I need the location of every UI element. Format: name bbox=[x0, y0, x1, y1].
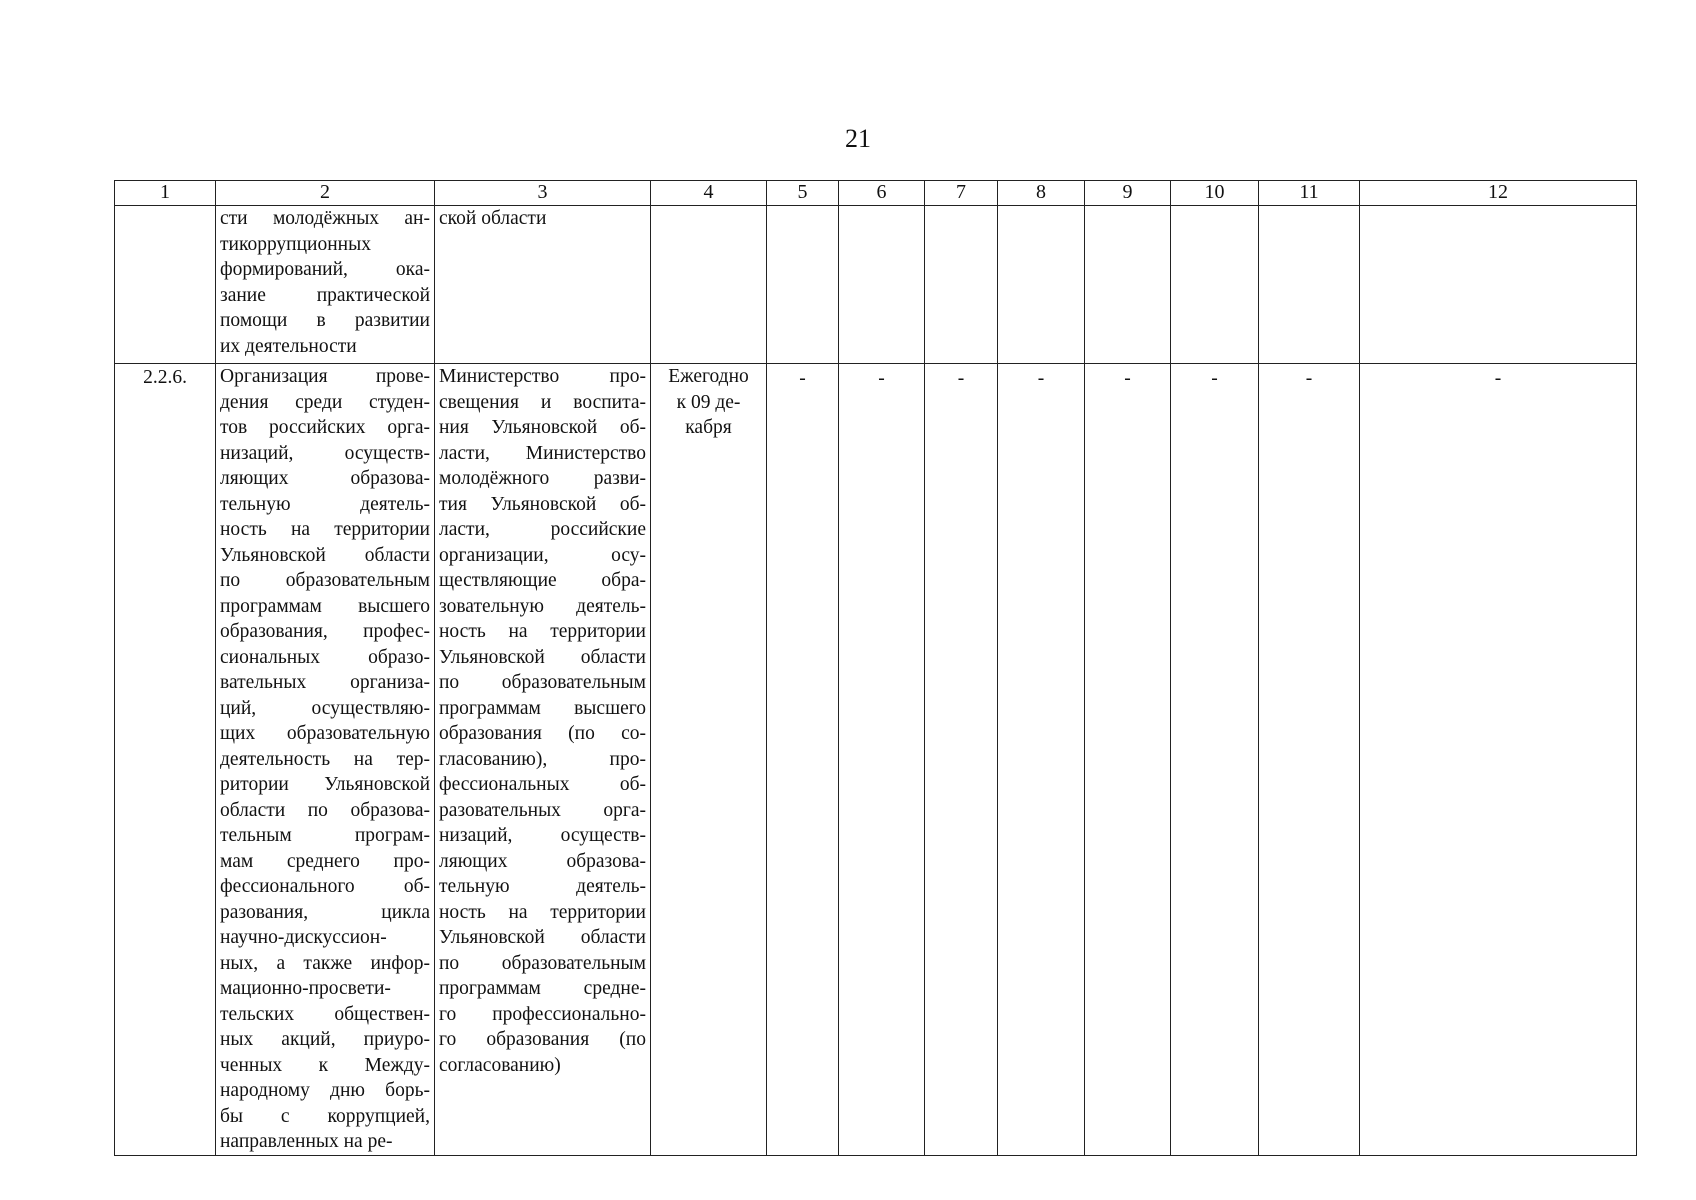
column-header: 2 bbox=[216, 181, 435, 206]
text-line: мам среднего про- bbox=[220, 850, 430, 872]
column-header: 7 bbox=[925, 181, 998, 206]
text-line: образования (по со- bbox=[439, 723, 646, 744]
text-line: фессиональных об- bbox=[439, 774, 646, 795]
column-header: 6 bbox=[839, 181, 925, 206]
column-header: 3 bbox=[435, 181, 651, 206]
text-line: сиональных образо- bbox=[220, 646, 430, 668]
column-header: 4 bbox=[651, 181, 767, 206]
text-line: разования, цикла bbox=[220, 901, 430, 923]
text-line: дения среди студен- bbox=[220, 391, 430, 413]
text-line: зание практической bbox=[220, 284, 430, 306]
text-line: сти молодёжных ан- bbox=[220, 208, 430, 229]
text-line: ляющих образова- bbox=[439, 850, 646, 872]
text-line: го образования (по bbox=[439, 1029, 646, 1050]
text-line: бы с коррупцией, bbox=[220, 1105, 430, 1127]
value-cell: - bbox=[1085, 364, 1171, 1156]
text-line: тия Ульяновской об- bbox=[439, 493, 646, 515]
text-line: низаций, осуществ- bbox=[220, 442, 430, 464]
text-line: ласти, Министерство bbox=[439, 442, 646, 464]
text-line: тельным програм- bbox=[220, 825, 430, 846]
text-line: свещения и воспита- bbox=[439, 391, 646, 413]
text-line: их деятельности bbox=[220, 335, 357, 357]
value-cell: - bbox=[767, 364, 839, 1156]
text-line: кабря bbox=[685, 417, 732, 438]
text-line: ской области bbox=[439, 208, 547, 229]
value-cell: - bbox=[998, 364, 1085, 1156]
text-line: Министерство про- bbox=[439, 366, 646, 387]
value-cell: - bbox=[1259, 364, 1360, 1156]
text-line: деятельность на тер- bbox=[220, 748, 430, 770]
text-line: ных, а также инфор- bbox=[220, 952, 430, 974]
text-line: области по образова- bbox=[220, 799, 430, 821]
text-line: тельную деятель- bbox=[220, 493, 430, 515]
column-header: 1 bbox=[115, 181, 216, 206]
column-number-row bbox=[115, 181, 1637, 206]
text-line: Организация прове- bbox=[220, 366, 430, 387]
text-line: тельских обществен- bbox=[220, 1003, 430, 1025]
text-line: фессионального об- bbox=[220, 876, 430, 897]
text-line: низаций, осуществ- bbox=[439, 825, 646, 846]
executor-cell bbox=[435, 364, 651, 1156]
text-line: щих образовательную bbox=[220, 723, 430, 744]
text-line: программам высшего bbox=[439, 697, 646, 719]
text-line: программам высшего bbox=[220, 595, 430, 617]
text-line: ществляющие обра- bbox=[439, 570, 646, 591]
text-line: Ульяновской области bbox=[220, 544, 430, 566]
text-line: формирований, ока- bbox=[220, 259, 430, 280]
text-line: согласованию) bbox=[439, 1054, 561, 1076]
column-header: 9 bbox=[1085, 181, 1171, 206]
value-cell: - bbox=[925, 364, 998, 1156]
deadline-cell bbox=[651, 364, 767, 1156]
text-line: направленных на ре- bbox=[220, 1131, 393, 1152]
text-line: ченных к Между- bbox=[220, 1054, 430, 1076]
executor-cell bbox=[435, 206, 651, 364]
text-line: гласованию), про- bbox=[439, 748, 646, 770]
measure-description-cell bbox=[216, 364, 435, 1156]
text-line: тов российских орга- bbox=[220, 417, 430, 438]
column-header: 11 bbox=[1259, 181, 1360, 206]
row-number: 2.2.6. bbox=[115, 364, 216, 1156]
text-line: Ульяновской области bbox=[439, 646, 646, 668]
text-line: ность на территории bbox=[220, 519, 430, 540]
value-cell: - bbox=[839, 364, 925, 1156]
text-line: мационно-просвети- bbox=[220, 978, 391, 999]
text-line: тикоррупционных bbox=[220, 233, 371, 255]
text-line: программам средне- bbox=[439, 978, 646, 999]
text-line: по образовательным bbox=[439, 672, 646, 693]
text-line: научно-дискуссион- bbox=[220, 927, 387, 948]
text-line: ность на территории bbox=[439, 621, 646, 642]
page-number: 21 bbox=[845, 124, 871, 153]
text-line: организации, осу- bbox=[439, 544, 646, 566]
text-line: ций, осуществляю- bbox=[220, 697, 430, 719]
measure-description-cell bbox=[216, 206, 435, 364]
column-header: 12 bbox=[1360, 181, 1637, 206]
text-line: молодёжного разви- bbox=[439, 468, 646, 489]
value-cell: - bbox=[1360, 364, 1637, 1156]
text-line: зовательную деятель- bbox=[439, 595, 646, 617]
column-header: 8 bbox=[998, 181, 1085, 206]
column-header: 10 bbox=[1171, 181, 1259, 206]
text-line: ритории Ульяновской bbox=[220, 774, 430, 795]
text-line: го профессионально- bbox=[439, 1003, 646, 1025]
text-line: вательных организа- bbox=[220, 672, 430, 693]
text-line: к 09 де- bbox=[676, 391, 741, 413]
text-line: тельную деятель- bbox=[439, 876, 646, 897]
text-line: Ежегодно bbox=[668, 366, 749, 387]
column-header: 5 bbox=[767, 181, 839, 206]
text-line: ных акций, приуро- bbox=[220, 1029, 430, 1050]
text-line: разовательных орга- bbox=[439, 799, 646, 821]
text-line: образования, профес- bbox=[220, 621, 430, 642]
text-line: ния Ульяновской об- bbox=[439, 417, 646, 438]
text-line: ляющих образова- bbox=[220, 468, 430, 489]
program-table bbox=[114, 180, 1637, 1156]
text-line: народному дню борь- bbox=[220, 1080, 430, 1101]
text-line: Ульяновской области bbox=[439, 927, 646, 948]
table-row-continued bbox=[115, 206, 1637, 364]
text-line: помощи в развитии bbox=[220, 310, 430, 331]
table-row-2-2-6 bbox=[115, 364, 1637, 1156]
text-line: ласти, российские bbox=[439, 519, 646, 540]
text-line: по образовательным bbox=[220, 570, 430, 591]
text-line: по образовательным bbox=[439, 952, 646, 974]
text-line: ность на территории bbox=[439, 901, 646, 923]
value-cell: - bbox=[1171, 364, 1259, 1156]
